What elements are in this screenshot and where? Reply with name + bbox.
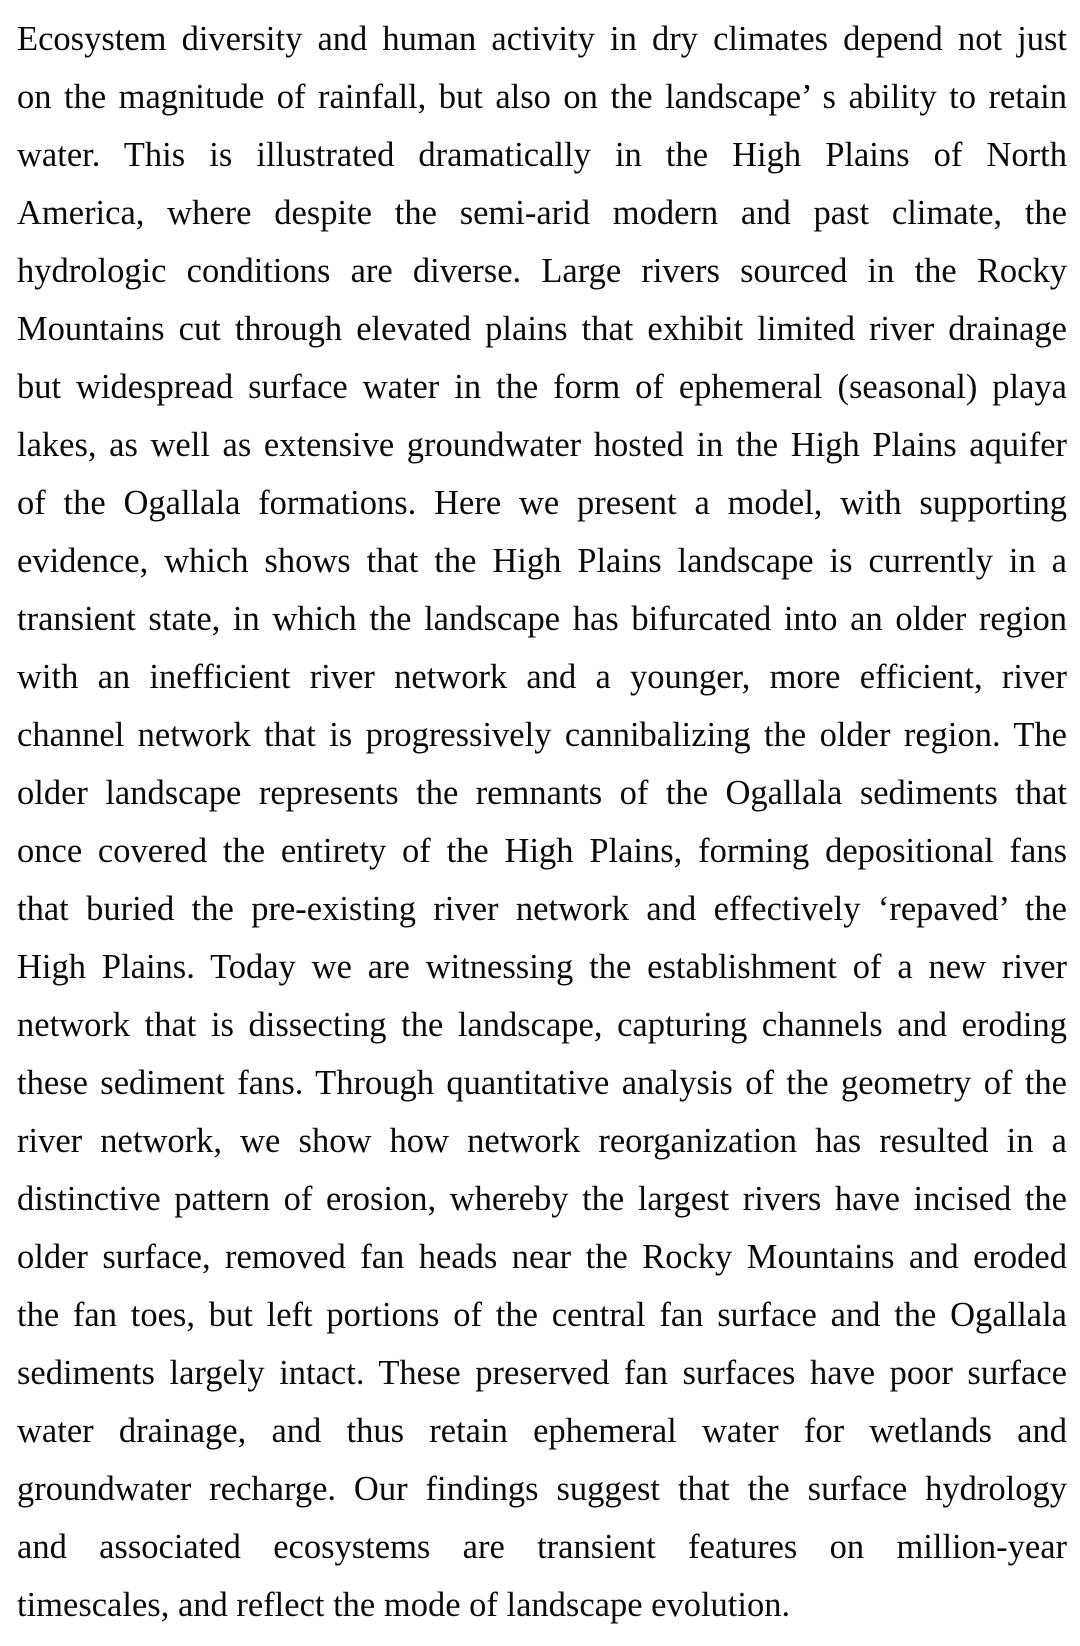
text-line: evidence, which shows that the High Plains landscape is currently in a — [17, 542, 1067, 580]
text-line: groundwater recharge. Our findings suggest that the surface hydrology — [17, 1470, 1067, 1508]
text-line: river network, we show how network reorganization has resulted in a — [17, 1122, 1067, 1160]
text-line: channel network that is progressively cannibalizing the older region. The — [17, 716, 1067, 754]
text-line: water drainage, and thus retain ephemeral water for wetlands and — [17, 1412, 1067, 1450]
text-line: once covered the entirety of the High Plains, forming depositional fans — [17, 832, 1067, 870]
text-line: the fan toes, but left portions of the central fan surface and the Ogallala — [17, 1296, 1067, 1334]
text-line: of the Ogallala formations. Here we present a model, with supporting — [17, 484, 1067, 522]
text-line: Ecosystem diversity and human activity in dry climates depend not just — [17, 20, 1067, 58]
text-line-last: timescales, and reflect the mode of landscape evolution. — [17, 1586, 791, 1624]
text-line: with an inefficient river network and a younger, more efficient, river — [17, 658, 1067, 696]
text-line: on the magnitude of rainfall, but also on the landscape’ s ability to retain — [17, 78, 1067, 116]
text-line: distinctive pattern of erosion, whereby the largest rivers have incised the — [17, 1180, 1067, 1218]
text-line: older landscape represents the remnants of the Ogallala sediments that — [17, 774, 1067, 812]
abstract-text-block — [17, 10, 1067, 1634]
text-line: America, where despite the semi-arid modern and past climate, the — [17, 194, 1067, 232]
text-line: and associated ecosystems are transient features on million-year — [17, 1528, 1067, 1566]
text-line: these sediment fans. Through quantitative analysis of the geometry of the — [17, 1064, 1067, 1102]
text-line: High Plains. Today we are witnessing the establishment of a new river — [17, 948, 1067, 986]
text-line: but widespread surface water in the form of ephemeral (seasonal) playa — [17, 368, 1067, 406]
text-line: water. This is illustrated dramatically in the High Plains of North — [17, 136, 1067, 174]
text-line: Mountains cut through elevated plains that exhibit limited river drainage — [17, 310, 1067, 348]
text-line: older surface, removed fan heads near the Rocky Mountains and eroded — [17, 1238, 1067, 1276]
text-line: sediments largely intact. These preserved fan surfaces have poor surface — [17, 1354, 1067, 1392]
text-line: transient state, in which the landscape has bifurcated into an older region — [17, 600, 1067, 638]
text-line: hydrologic conditions are diverse. Large rivers sourced in the Rocky — [17, 252, 1067, 290]
text-line: that buried the pre-existing river network and effectively ‘repaved’ the — [17, 890, 1067, 928]
text-line: lakes, as well as extensive groundwater hosted in the High Plains aquifer — [17, 426, 1067, 464]
text-line: network that is dissecting the landscape, capturing channels and eroding — [17, 1006, 1067, 1044]
